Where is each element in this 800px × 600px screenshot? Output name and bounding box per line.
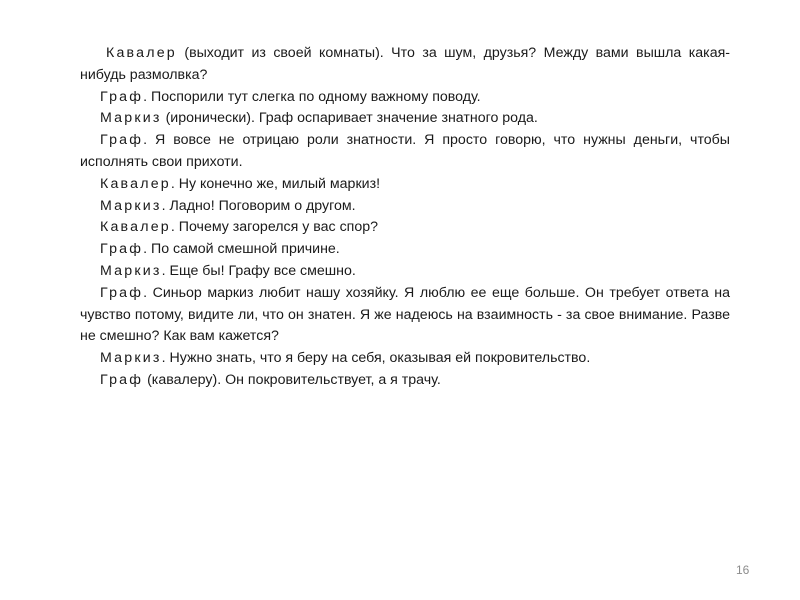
dialogue-line [80, 217, 730, 239]
dialogue-line [80, 130, 730, 174]
dialogue-line [80, 348, 730, 370]
dialogue-line [80, 261, 730, 283]
line-text: . По самой смешной причине. [143, 241, 340, 258]
speaker-name: Кавалер [100, 175, 171, 192]
speaker-name: Граф [100, 132, 144, 149]
speaker-name: Граф [100, 241, 144, 258]
dialogue-line [80, 196, 730, 218]
speaker-name: Кавалер [100, 219, 171, 236]
line-text: . Ладно! Поговорим о другом. [161, 197, 356, 214]
speaker-name: Маркиз [100, 262, 162, 279]
speaker-name: Кавалер [106, 45, 177, 61]
dialogue-text [80, 43, 730, 392]
line-text: (иронически). Граф оспаривает значение знатного рода. [165, 110, 538, 127]
line-text: . Почему загорелся у вас спор? [170, 219, 379, 236]
line-text: (кавалеру). Он покровительствует, а я трачу. [143, 371, 441, 388]
line-text: . Поспорили тут слегка по одному важному поводу. [143, 88, 481, 105]
speaker-name: Граф [100, 371, 144, 388]
dialogue-line [80, 174, 730, 196]
dialogue-line [80, 108, 730, 130]
speaker-name: Маркиз [100, 350, 162, 367]
speaker-name: Граф [100, 88, 144, 105]
dialogue-line [80, 87, 730, 109]
line-text: . Я вовсе не отрицаю роли знатности. Я просто говорю, что нужны деньги, чтобы исполнять свои прихоти. [80, 132, 730, 170]
line-text: (выходит из своей комнаты). Что за шум, друзья? Между вами вышла какая-нибудь размолвка? [80, 45, 730, 83]
speaker-name: Граф [100, 284, 144, 301]
dialogue-line [80, 370, 730, 392]
line-text: . Нужно знать, что я беру на себя, оказывая ей покровительство. [161, 350, 591, 367]
speaker-name: Маркиз [100, 197, 162, 214]
line-text: . Ну конечно же, милый маркиз! [170, 175, 381, 192]
line-text: . Еще бы! Графу все смешно. [161, 262, 356, 279]
page-number: 16 [736, 563, 750, 577]
dialogue-line [80, 283, 730, 348]
speaker-name: Маркиз [100, 110, 162, 127]
line-text: . Синьор маркиз любит нашу хозяйку. Я люблю ее еще больше. Он требует ответа на чувство потому, видите ли, что он знатен. Я же надеюсь на взаимность - за свое внимание. Разве не смешно? Как вам кажется? [80, 284, 730, 345]
dialogue-line [80, 43, 730, 87]
dialogue-line [80, 239, 730, 261]
